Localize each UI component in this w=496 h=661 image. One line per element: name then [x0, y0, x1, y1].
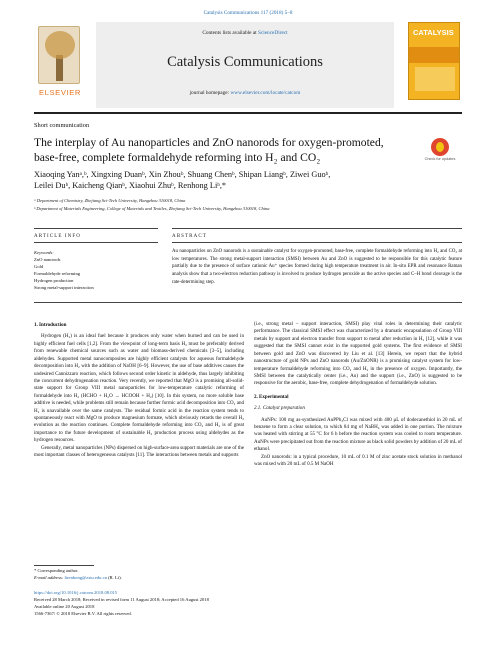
experimental-paragraph-2: ZnO nanorods: in a typical procedure, 10 mL of 0.1 M of zinc acetate stock solution in methanol was mixed with 20 mL of 0.5 M NaOH [254, 453, 462, 468]
abstract-text: Au nanoparticles on ZnO nanorods is a sustainable catalyst for oxygen-promoted, base-free, complete formaldehyde reforming into H₂ and CO₂ at low temperatures. The strong metal-support interaction (SMSI) between Au and ZnO is suggested to be responsible for this catalytic feature partially due to the presence of surface cationic Au⁺ species formed during high temperature treatment in air. In-situ EPR and resonance Raman analysis show that a two-electron reduction pathway is involved to produce hydrogen peroxide as the active species and C–H bond cleavage is the rate-determining step. [172, 249, 462, 285]
abstract-heading: ABSTRACT [172, 234, 207, 239]
left-column [34, 322, 244, 460]
article-title: The interplay of Au nanoparticles and ZnO nanorods for oxygen-promoted, base-free, complete formaldehyde reforming into H₂ and CO₂ [34, 136, 384, 164]
corresponding-author-note: * Corresponding author. [34, 568, 79, 573]
footnote-rule [34, 565, 94, 566]
keyword-item: Hydrogen production [34, 278, 74, 283]
abstract-bottom-rule [34, 302, 462, 303]
author-list [34, 169, 454, 191]
article-info-subrule [34, 242, 158, 243]
intro-paragraph-2: Generally, metal nanoparticles (NPs) dispersed on high-surface-area support materials are one of the most important classes of heterogeneous catalysts [11]. The interactions between metals and supports [34, 444, 244, 459]
email-line [34, 575, 244, 582]
intro-paragraph-3: (i.e., strong metal – support interaction, SMSI) play vital roles in determining their catalytic performance. The classical SMSI effect was characterized by a dramatic encapsulation of Group VIII metals by support and electron transfer from support to metal after reduction in H₂ [12], while it was suggested that the SMSI cannot exist in the supported gold systems. The first evidence of SMSI between gold and ZnO was discovered by Liu et al. [13] Herein, we report that the hybrid nanostructure of gold NPs and ZnO nanorods (Au/ZnONR) is a promising catalyst system for low-temperature formaldehyde reforming into CO₂ and H₂ in the presence of oxygen. Importantly, the SMSI between the catalytically center (i.e., Au) and the support (i.e., ZnO) is suggested to be responsive for the aerobic, base-free, complete dehydrogenation of formaldehyde solution. [254, 321, 462, 387]
copyright-notice: 1566-7367/ © 2018 Elsevier B.V. All rights reserved. [34, 610, 132, 616]
journal-reference[interactable]: Catalysis Communications 117 (2018) 5–8 [203, 10, 293, 16]
homepage-line [96, 90, 394, 96]
check-updates-label: Check for updates [424, 157, 456, 161]
header-divider [34, 112, 462, 114]
contents-prefix: Contents lists available at [202, 30, 258, 36]
journal-header [34, 22, 462, 110]
authors-line-2[interactable]: Leilei Duᵇ, Kaicheng Qianᵇ, Xiaohui Zhuᵇ, Renhong Liᵇ,* [34, 181, 227, 190]
catalyst-preparation-heading: 2.1. Catalyst preparation [254, 405, 305, 412]
authors-line-1[interactable]: Xiaoqing Yanᵃ,ᵇ, Xingxing Duanᵇ, Xin Zhouᵇ, Shuang Chenᵇ, Shipan Liangᵇ, Ziwei Guoᵇ, [34, 170, 331, 179]
sciencedirect-link[interactable]: ScienceDirect [257, 30, 288, 36]
keyword-item: ZnO nanorods [34, 257, 61, 262]
affiliation-a: ᵃ Department of Chemistry, Zhejiang Sci-Tech University, Hangzhou 310018, China [34, 198, 186, 203]
affiliation-b: ᵇ Department of Materials Engineering, College of Materials and Textiles, Zhejiang Sci-Tech University, Hangzhou 310018, China [34, 206, 270, 211]
available-online: Available online 20 August 2018 [34, 603, 95, 609]
experimental-heading: 2. Experimental [254, 393, 289, 400]
keywords-label: Keywords: [34, 250, 54, 255]
keyword-item: Strong metal-support interaction [34, 285, 94, 290]
intro-paragraph-1: Hydrogen (H₂) is an ideal fuel because it produces only water when burned and can be used in highly efficient fuel cells [1,2]. From the viewpoint of long-term basis H₂ must be preferably derived from renewable chemical sources such as water and biomass-derived chemicals [3–5], including aldehydes. Supported metal nanocomposites are highly efficient catalysts for aqueous formaldehyde decomposition into H₂ with the addition of NaOH [6–9]. However, the use of base additives causes the undesired Cannizzaro reaction, which follows second order kinetic in aldehyde, thus largely inhibiting the concurrent dehydrogenation reaction. Very recently, we reported that MgO is a promising all-solid-state support for Group VIII metal nanoparticles for low-temperature catalytic reforming of formaldehyde into H₂ (HCHO + H₂O → HCOOH + H₂) [10]. In this system, no more soluble base additive is needed, while problems still remain because further formic acid decomposition into CO₂ and H₂ is unavailable over the same catalysts. The residual formic acid in the reaction system tends to spontaneously react with MgO to produce magnesium formate, which obviously retards the overall H₂ evolution as the reaction continues. Complete formaldehyde reforming into CO₂ and H₂ is of great importance to the future development of sustainable H₂ production process using aldehydes as the hydrogen resources. [34, 333, 244, 444]
cover-band [409, 47, 459, 63]
journal-banner [96, 22, 394, 108]
journal-cover-image[interactable] [408, 22, 460, 100]
keyword-item: Formaldehyde reforming [34, 271, 81, 276]
doi-link[interactable]: https://doi.org/10.1016/j.catcom.2018.08.015 [34, 590, 118, 595]
contents-line [96, 30, 394, 36]
homepage-prefix: journal homepage: [189, 90, 231, 96]
crossmark-icon [431, 138, 449, 156]
article-info-rule [34, 228, 158, 229]
article-type: Short communication [34, 122, 90, 129]
right-column [254, 321, 462, 469]
publisher-name: ELSEVIER [39, 88, 81, 97]
experimental-paragraph-1: AuNPs: 100 mg as-synthesized AuPPh₃Cl was mixed with 400 μL of dodecanethiol in 20 mL of benzene to form a clear solution, to which 84 mg of NaBH₄ was added in one portion. The mixture was heated with stirring at 55 °C for 6 h before the reaction system was cooled to room temperature. AuNPs were precipitated out from the reaction mixture as black solid powders by addition of 20 mL of ethanol. [254, 416, 462, 453]
publication-info [34, 590, 284, 618]
elsevier-logo[interactable] [34, 24, 86, 100]
email-suffix: (R. Li). [106, 574, 122, 580]
cover-brand: CATALYSIS [413, 28, 454, 37]
abstract-subrule [172, 242, 462, 243]
elsevier-tree-icon [38, 26, 80, 84]
footnotes [34, 568, 244, 581]
received-dates: Received 28 March 2018; Received in revised form 11 August 2018; Accepted 16 August 2018 [34, 596, 209, 602]
article-info-heading: ARTICLE INFO [34, 234, 81, 239]
check-updates-button[interactable] [420, 138, 460, 161]
abstract-rule [172, 228, 462, 229]
keyword-item: Gold [34, 264, 44, 269]
homepage-link[interactable]: www.elsevier.com/locate/catcom [230, 90, 301, 96]
journal-title: Catalysis Communications [167, 54, 323, 70]
email-label: E-mail address: [34, 574, 65, 580]
introduction-heading: 1. Introduction [34, 322, 67, 328]
cover-square [415, 67, 455, 91]
email-link[interactable]: lirenhong@zstu.edu.cn [64, 574, 107, 580]
